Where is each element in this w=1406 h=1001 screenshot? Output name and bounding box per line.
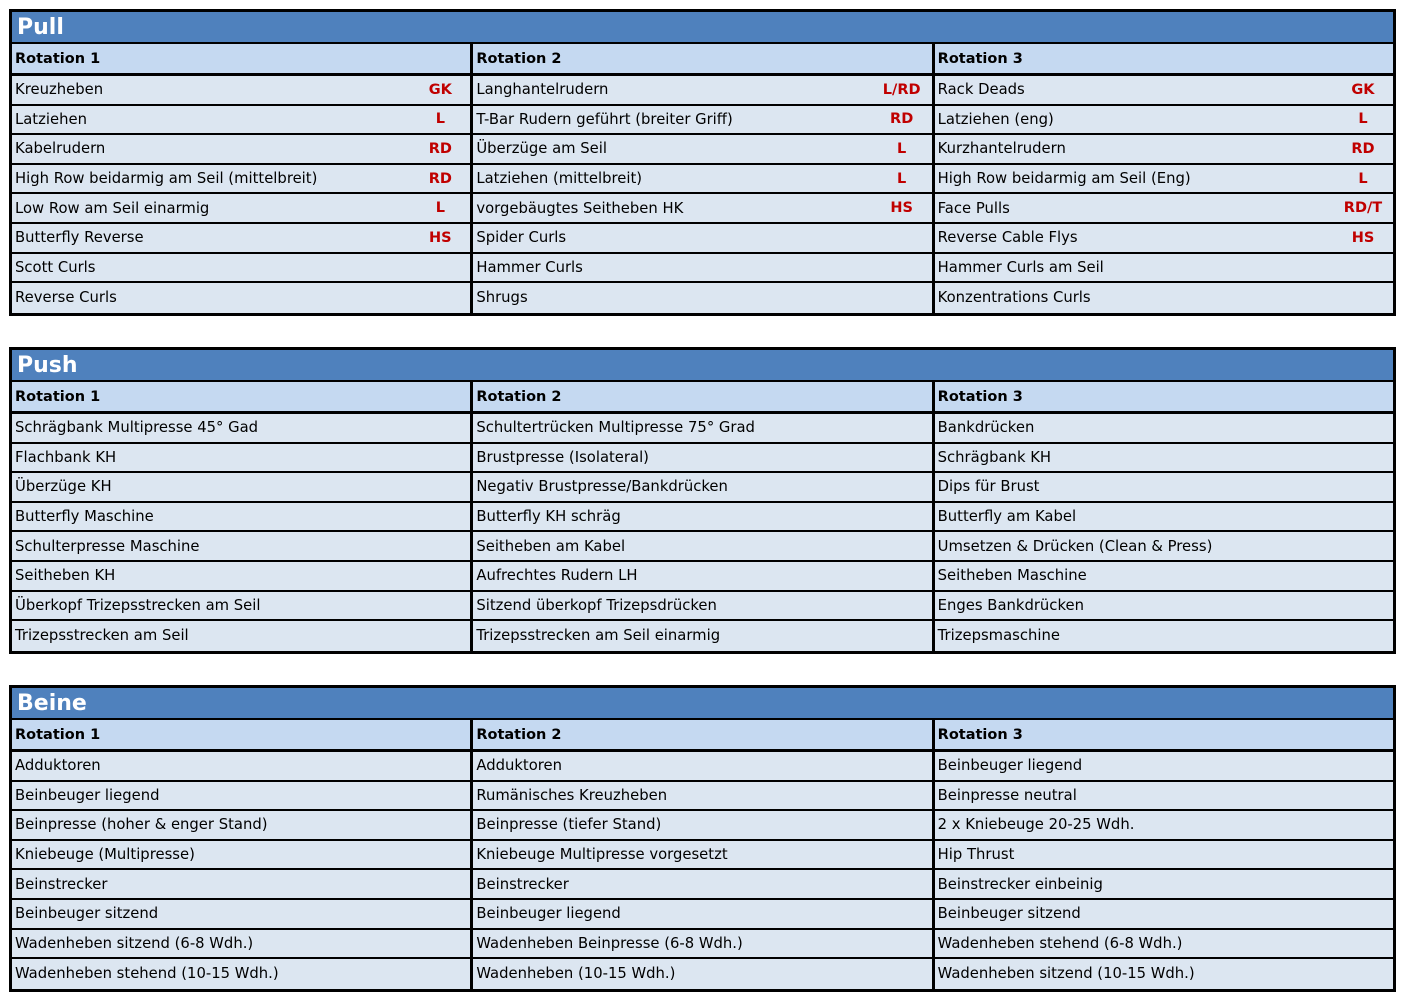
exercise-name: Scott Curls (15, 258, 96, 276)
table-row (12, 841, 470, 871)
exercise-name: T-Bar Rudern geführt (breiter Griff) (476, 110, 733, 128)
section-pull (9, 9, 1396, 316)
table-row (12, 752, 470, 782)
exercise-name: Beinpresse (tiefer Stand) (476, 816, 662, 834)
column-header: Rotation 3 (935, 382, 1393, 414)
exercise-name: Brustpresse (Isolateral) (476, 448, 649, 466)
table-row (935, 900, 1393, 930)
table-row (473, 444, 931, 474)
table-row (473, 254, 931, 284)
table-row (12, 503, 470, 533)
table-row (12, 473, 470, 503)
table-row (12, 254, 470, 284)
exercise-name: Schrägbank Multipresse 45° Gad (15, 419, 259, 437)
table-row (473, 752, 931, 782)
column-header: Rotation 1 (12, 720, 470, 752)
exercise-name: Rack Deads (937, 81, 1025, 99)
exercise-name: Langhantelrudern (476, 81, 609, 99)
exercise-name: Flachbank KH (15, 448, 117, 466)
exercise-name: Negativ Brustpresse/Bankdrücken (476, 478, 728, 496)
exercise-name: Beinstrecker (15, 875, 108, 893)
exercise-name: Bankdrücken (937, 419, 1035, 437)
column-header: Rotation 1 (12, 382, 470, 414)
muscle-tag: HS (890, 200, 913, 217)
exercise-name: Schrägbank KH (937, 448, 1052, 466)
exercise-name: Kabelrudern (15, 140, 106, 158)
muscle-tag: RD (428, 170, 452, 187)
table-row (935, 930, 1393, 960)
exercise-name: Überkopf Trizepsstrecken am Seil (15, 596, 261, 614)
muscle-tag: L (435, 200, 445, 217)
exercise-name: Kniebeuge Multipresse vorgesetzt (476, 846, 728, 864)
muscle-tag: L (1358, 111, 1368, 128)
exercise-name: Hip Thrust (937, 846, 1015, 864)
exercise-name: Wadenheben sitzend (6-8 Wdh.) (15, 934, 254, 952)
table-row (935, 135, 1393, 165)
exercise-name: Latziehen (eng) (937, 110, 1054, 128)
table-row (473, 900, 931, 930)
table-row (935, 503, 1393, 533)
section-push (9, 347, 1396, 654)
table-row (473, 106, 931, 136)
rotation-column (12, 44, 473, 313)
table-row (12, 283, 470, 313)
rotation-column (473, 44, 934, 313)
table-row (935, 254, 1393, 284)
table-row (473, 532, 931, 562)
muscle-tag: L (897, 140, 907, 157)
exercise-name: Wadenheben Beinpresse (6-8 Wdh.) (476, 934, 743, 952)
exercise-name: Face Pulls (937, 199, 1010, 217)
muscle-tag: L (897, 170, 907, 187)
rotation-column (935, 382, 1393, 651)
muscle-tag: GK (1351, 81, 1375, 98)
table-row (473, 621, 931, 651)
table-row (935, 621, 1393, 651)
table-row (935, 870, 1393, 900)
table-row (935, 959, 1393, 989)
exercise-name: 2 x Kniebeuge 20-25 Wdh. (937, 816, 1135, 834)
exercise-name: Adduktoren (15, 757, 101, 775)
exercise-name: Seitheben am Kabel (476, 537, 626, 555)
table-row (935, 752, 1393, 782)
column-header: Rotation 3 (935, 44, 1393, 76)
table-row (935, 224, 1393, 254)
table-row (473, 165, 931, 195)
rotation-column (12, 720, 473, 989)
table-row (12, 444, 470, 474)
table-row (935, 592, 1393, 622)
exercise-name: Beinpresse neutral (937, 786, 1077, 804)
column-header: Rotation 2 (473, 720, 931, 752)
muscle-tag: RD/T (1343, 200, 1383, 217)
section-title: Beine (12, 688, 1393, 720)
exercise-name: Hammer Curls (476, 258, 583, 276)
exercise-name: Beinbeuger sitzend (15, 905, 159, 923)
table-row (12, 165, 470, 195)
muscle-tag: RD (1351, 140, 1375, 157)
exercise-name: Butterfly KH schräg (476, 508, 621, 526)
exercise-name: Beinstrecker einbeinig (937, 875, 1103, 893)
exercise-name: Butterfly am Kabel (937, 508, 1077, 526)
exercise-name: Beinpresse (hoher & enger Stand) (15, 816, 268, 834)
exercise-name: Reverse Cable Flys (937, 229, 1078, 247)
rotation-column (935, 720, 1393, 989)
table-row (473, 811, 931, 841)
exercise-name: Rumänisches Kreuzheben (476, 786, 668, 804)
exercise-name: Shrugs (476, 289, 528, 307)
muscle-tag: RD (890, 111, 914, 128)
table-row (473, 562, 931, 592)
exercise-name: Butterfly Maschine (15, 508, 154, 526)
column-header: Rotation 3 (935, 720, 1393, 752)
table-row (473, 283, 931, 313)
exercise-name: High Row beidarmig am Seil (mittelbreit) (15, 170, 318, 188)
table-row (12, 414, 470, 444)
table-row (12, 811, 470, 841)
section-title: Pull (12, 12, 1393, 44)
table-row (473, 224, 931, 254)
table-row (12, 76, 470, 106)
exercise-name: Beinbeuger liegend (15, 786, 160, 804)
exercise-name: Wadenheben stehend (10-15 Wdh.) (15, 965, 279, 983)
table-row (935, 165, 1393, 195)
table-row (935, 194, 1393, 224)
table-row (12, 224, 470, 254)
muscle-tag: L (435, 111, 445, 128)
muscle-tag: HS (429, 229, 452, 246)
column-header: Rotation 2 (473, 44, 931, 76)
section-beine (9, 685, 1396, 992)
muscle-tag: RD (428, 140, 452, 157)
exercise-name: Seitheben Maschine (937, 567, 1087, 585)
table-row (12, 959, 470, 989)
exercise-name: Aufrechtes Rudern LH (476, 567, 638, 585)
exercise-name: Latziehen (15, 110, 87, 128)
exercise-name: Wadenheben (10-15 Wdh.) (476, 965, 676, 983)
table-row (935, 473, 1393, 503)
table-row (12, 562, 470, 592)
table-row (12, 135, 470, 165)
exercise-name: Beinbeuger liegend (476, 905, 621, 923)
exercise-name: Umsetzen & Drücken (Clean & Press) (937, 537, 1213, 555)
table-row (12, 870, 470, 900)
exercise-name: Sitzend überkopf Trizepsdrücken (476, 596, 717, 614)
table-row (473, 135, 931, 165)
table-row (935, 562, 1393, 592)
table-row (12, 621, 470, 651)
exercise-name: Latziehen (mittelbreit) (476, 170, 643, 188)
exercise-name: Konzentrations Curls (937, 289, 1091, 307)
table-row (12, 194, 470, 224)
table-row (12, 900, 470, 930)
table-row (12, 592, 470, 622)
exercise-name: Reverse Curls (15, 289, 117, 307)
exercise-name: Adduktoren (476, 757, 563, 775)
exercise-name: Wadenheben sitzend (10-15 Wdh.) (937, 965, 1195, 983)
exercise-name: Kniebeuge (Multipresse) (15, 846, 195, 864)
table-row (473, 414, 931, 444)
exercise-name: Beinbeuger liegend (937, 757, 1083, 775)
exercise-name: Kurzhantelrudern (937, 140, 1066, 158)
exercise-name: Schultertrücken Multipresse 75° Grad (476, 419, 755, 437)
exercise-name: High Row beidarmig am Seil (Eng) (937, 170, 1191, 188)
exercise-name: Schulterpresse Maschine (15, 537, 200, 555)
table-row (935, 283, 1393, 313)
table-row (935, 106, 1393, 136)
muscle-tag: GK (428, 81, 452, 98)
exercise-name: Trizepsstrecken am Seil (15, 627, 189, 645)
exercise-name: Low Row am Seil einarmig (15, 199, 210, 217)
table-row (473, 870, 931, 900)
muscle-tag: L (1358, 170, 1368, 187)
exercise-name: Butterfly Reverse (15, 229, 144, 247)
table-row (473, 959, 931, 989)
muscle-tag: L/RD (882, 81, 921, 98)
table-row (12, 930, 470, 960)
rotation-column (473, 382, 934, 651)
table-row (935, 76, 1393, 106)
table-row (935, 841, 1393, 871)
rotation-column (935, 44, 1393, 313)
exercise-name: Überzüge KH (15, 478, 112, 496)
rotation-column (473, 720, 934, 989)
table-row (12, 782, 470, 812)
rotation-column (12, 382, 473, 651)
exercise-name: Beinbeuger sitzend (937, 905, 1081, 923)
exercise-name: Trizepsstrecken am Seil einarmig (476, 627, 721, 645)
exercise-name: Kreuzheben (15, 81, 104, 99)
table-row (473, 76, 931, 106)
table-row (473, 930, 931, 960)
muscle-tag: HS (1351, 229, 1375, 246)
exercise-name: Enges Bankdrücken (937, 596, 1084, 614)
exercise-name: Trizepsmaschine (937, 627, 1060, 645)
section-title: Push (12, 350, 1393, 382)
table-row (935, 782, 1393, 812)
exercise-name: Hammer Curls am Seil (937, 258, 1104, 276)
exercise-name: Überzüge am Seil (476, 140, 607, 158)
table-row (935, 444, 1393, 474)
column-header: Rotation 1 (12, 44, 470, 76)
exercise-name: Beinstrecker (476, 875, 569, 893)
exercise-name: vorgebäugtes Seitheben HK (476, 199, 684, 217)
table-row (935, 414, 1393, 444)
table-row (473, 592, 931, 622)
table-row (12, 532, 470, 562)
table-row (473, 473, 931, 503)
exercise-name: Spider Curls (476, 229, 567, 247)
table-row (12, 106, 470, 136)
column-header: Rotation 2 (473, 382, 931, 414)
table-row (473, 841, 931, 871)
table-row (473, 194, 931, 224)
table-row (473, 503, 931, 533)
table-row (935, 811, 1393, 841)
exercise-name: Dips für Brust (937, 478, 1040, 496)
table-row (473, 782, 931, 812)
exercise-name: Wadenheben stehend (6-8 Wdh.) (937, 934, 1183, 952)
exercise-name: Seitheben KH (15, 567, 116, 585)
table-row (935, 532, 1393, 562)
